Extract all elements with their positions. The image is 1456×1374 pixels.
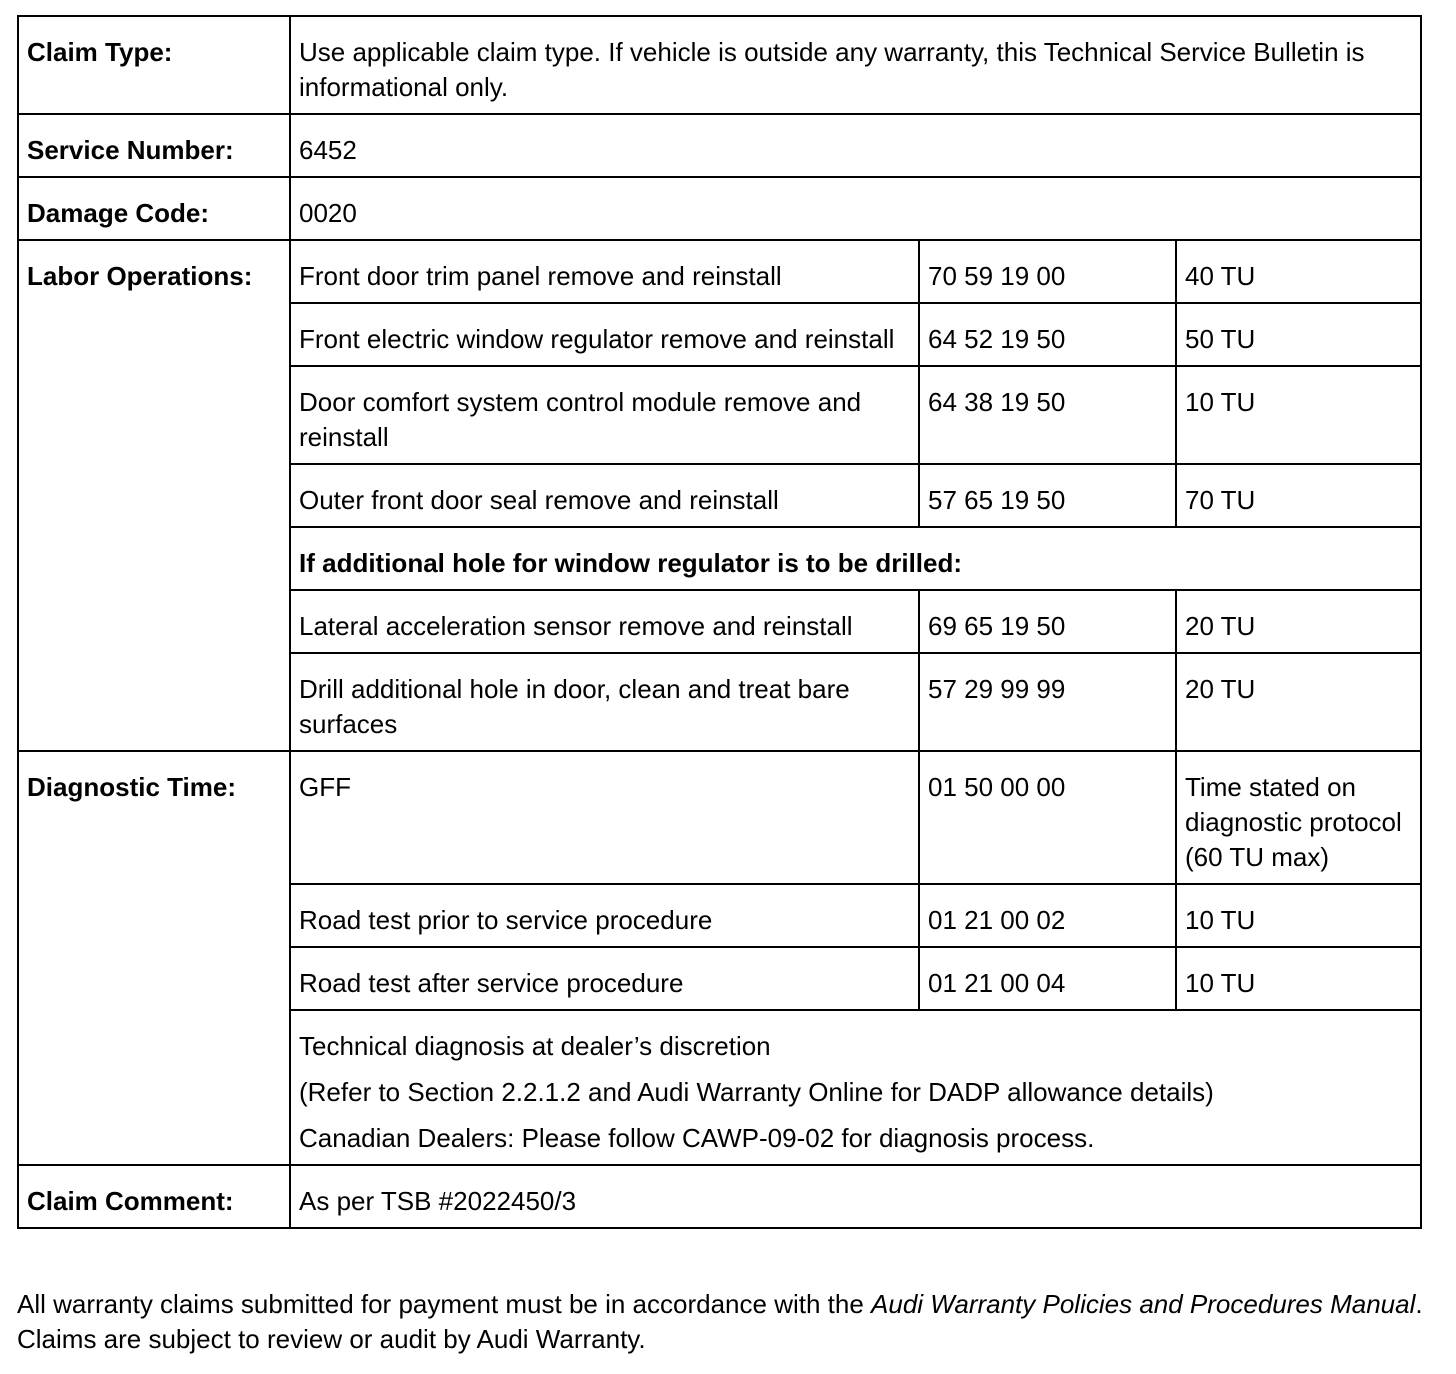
diagnostic-time: 10 TU (1176, 884, 1421, 947)
labor-operation-code: 70 59 19 00 (919, 240, 1176, 303)
diagnostic-time: 10 TU (1176, 947, 1421, 1010)
labor-operation-description: Lateral acceleration sensor remove and reinstall (290, 590, 919, 653)
labor-operation-description: Drill additional hole in door, clean and treat bare surfaces (290, 653, 919, 751)
diagnostic-note: Canadian Dealers: Please follow CAWP-09-02 for diagnosis process. (299, 1123, 1095, 1153)
service-number-label: Service Number: (18, 114, 290, 177)
labor-operation-code: 69 65 19 50 (919, 590, 1176, 653)
diagnostic-code: 01 50 00 00 (919, 751, 1176, 884)
diagnostic-note: Technical diagnosis at dealer’s discretion (299, 1031, 771, 1061)
labor-operation-time: 10 TU (1176, 366, 1421, 464)
labor-operation-time: 40 TU (1176, 240, 1421, 303)
diagnostic-description: Road test after service procedure (290, 947, 919, 1010)
labor-operation-row (18, 240, 1421, 303)
damage-code-row (18, 177, 1421, 240)
claim-type-label: Claim Type: (18, 16, 290, 114)
diagnostic-time: Time stated on diagnostic protocol (60 TU max) (1176, 751, 1421, 884)
claim-comment-label: Claim Comment: (18, 1165, 290, 1228)
labor-operation-description: Front door trim panel remove and reinstall (290, 240, 919, 303)
labor-operations-label: Labor Operations: (18, 240, 290, 751)
labor-operation-code: 64 38 19 50 (919, 366, 1176, 464)
diagnostic-description: Road test prior to service procedure (290, 884, 919, 947)
labor-operation-description: Door comfort system control module remove and reinstall (290, 366, 919, 464)
footer-text-before: All warranty claims submitted for payment must be in accordance with the (17, 1289, 872, 1319)
damage-code-label: Damage Code: (18, 177, 290, 240)
conditional-heading: If additional hole for window regulator is to be drilled: (290, 527, 1421, 590)
claim-type-value: Use applicable claim type. If vehicle is outside any warranty, this Technical Service Bulletin is informational only. (290, 16, 1421, 114)
diagnostic-code: 01 21 00 04 (919, 947, 1176, 1010)
claim-comment-row (18, 1165, 1421, 1228)
claim-type-row (18, 16, 1421, 114)
labor-operation-time: 20 TU (1176, 653, 1421, 751)
diagnostic-description: GFF (290, 751, 919, 884)
service-number-row (18, 114, 1421, 177)
labor-operation-time: 70 TU (1176, 464, 1421, 527)
claim-comment-value: As per TSB #2022450/3 (290, 1165, 1421, 1228)
diagnostic-notes (290, 1010, 1421, 1165)
footer-text-after: . Claims are subject to review or audit by Audi Warranty. (17, 1289, 1423, 1354)
diagnostic-row (18, 751, 1421, 884)
diagnostic-note: (Refer to Section 2.2.1.2 and Audi Warranty Online for DADP allowance details) (299, 1077, 1214, 1107)
footer-manual-title: Audi Warranty Policies and Procedures Manual (871, 1289, 1416, 1319)
labor-operation-description: Front electric window regulator remove and reinstall (290, 303, 919, 366)
damage-code-value: 0020 (290, 177, 1421, 240)
labor-operation-time: 50 TU (1176, 303, 1421, 366)
labor-operation-code: 64 52 19 50 (919, 303, 1176, 366)
diagnostic-code: 01 21 00 02 (919, 884, 1176, 947)
labor-operation-code: 57 65 19 50 (919, 464, 1176, 527)
labor-operation-description: Outer front door seal remove and reinstall (290, 464, 919, 527)
diagnostic-time-label: Diagnostic Time: (18, 751, 290, 1165)
labor-operation-code: 57 29 99 99 (919, 653, 1176, 751)
labor-operation-time: 20 TU (1176, 590, 1421, 653)
service-number-value: 6452 (290, 114, 1421, 177)
warranty-claim-table (17, 15, 1422, 1229)
warranty-footer-note (17, 1287, 1427, 1357)
